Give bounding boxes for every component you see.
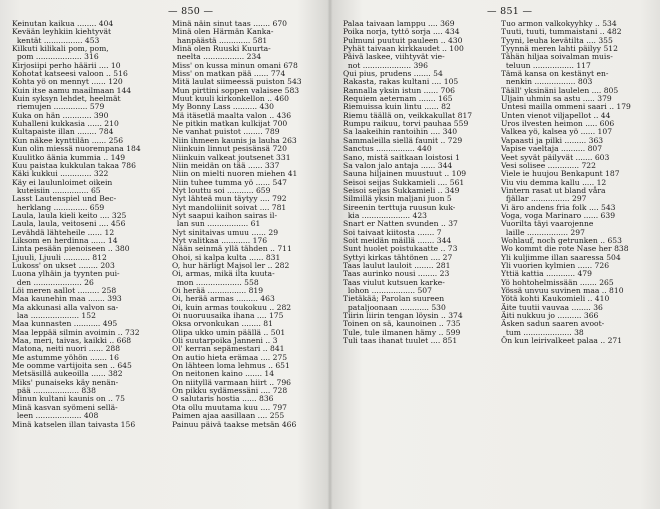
index-entry: Sano, mistä saitkaan loistosi 1 <box>343 152 460 162</box>
index-entry: Maa, meri, taivas, kaikki .. 668 <box>12 336 132 346</box>
index-entry: Soi taivaat kiitosta ....... 7 <box>343 227 442 237</box>
index-entry: Muut kuuli kirkonkellon .. 460 <box>172 94 289 104</box>
index-entry: Sireenin terttuja ruusun kuk- <box>343 202 456 212</box>
index-entry: Liksom en herdinna ...... 14 <box>12 235 118 245</box>
index-entry: Linta pesään pienoiseen .. 380 <box>12 244 130 254</box>
index-entry: Silmillä yksin maljani juon 5 <box>343 194 452 204</box>
index-entry: Maa kunnasten ........... 495 <box>12 319 118 329</box>
index-entry: Mitä laulat siimeessä puiston 543 <box>172 77 302 87</box>
index-entry: Vi äro andens fria folk .... 543 <box>501 202 616 212</box>
index-entry: Kuin itse aamu maailmaan 144 <box>12 85 132 95</box>
index-entry: O, hur härligt Majsol ler .. 282 <box>172 260 290 270</box>
index-entry: Oli suutarpoika Janneni .. 3 <box>172 336 278 346</box>
index-entry: leen ................... 408 <box>12 411 99 421</box>
index-entry: tum .................... 38 <box>501 327 584 337</box>
index-entry: pää ................... 838 <box>12 386 96 396</box>
index-entry: not .................... 396 <box>343 60 428 70</box>
index-entry: kentät ................ 453 <box>12 35 100 45</box>
index-entry: Valkea yö, kalsea yö ...... 107 <box>501 127 613 137</box>
index-entry: Kirjosiipi perho häärii .... 10 <box>12 60 121 70</box>
index-entry: Kuka on hän ............ 390 <box>12 110 109 120</box>
index-entry: Me oomme vartijoita sen .. 645 <box>12 361 132 371</box>
index-entry: Painuu päivä taakse metsän 466 <box>172 419 297 429</box>
index-entry: Vintern rasat ut bland våra <box>501 185 606 195</box>
index-entry: Viele ie huujou Benkapunt 187 <box>501 169 620 179</box>
index-entry: Rumpu raikuu, torvi pauhaa 559 <box>343 119 469 129</box>
index-entry: pataljoonaan ............ 530 <box>343 302 446 312</box>
index-entry: My Bonny Lass .......... 430 <box>172 102 274 112</box>
index-entry: Kuu paistaa kukkulan takaa 786 <box>12 160 136 170</box>
index-entry: Minä näin sinut taas ....... 670 <box>172 20 287 28</box>
index-entry: Kultapaiste illan ........ 784 <box>12 127 114 137</box>
index-entry: Ljuuli, Ljuuli ........... 812 <box>12 252 107 262</box>
index-entry: Yttiä kattia ............ 479 <box>501 269 592 279</box>
index-entry: Toinen on sä, kaunoinen .. 735 <box>343 319 461 329</box>
index-entry: Palaa taivaan lamppu .... 369 <box>343 20 455 28</box>
index-entry: Kohta yö on mennyt ...... 120 <box>12 77 123 87</box>
index-entry: Löi meren aallot ......... 258 <box>12 286 117 295</box>
index-entry: Sa laakeihin rantoihin .... 340 <box>343 127 458 137</box>
index-entry: Ne pitkin matkan kulkijat 700 <box>172 119 288 129</box>
index-entry: Tämä kansa on kestänyt en- <box>501 69 609 79</box>
index-entry: On niityllä varmaan hiirt .. 796 <box>172 377 292 387</box>
index-entry: Untesi mailla ommeni saari .. 179 <box>501 102 631 112</box>
index-entry: Mä itäsetlä maalta valon .. 436 <box>172 110 292 120</box>
index-entry: Maa kaunehin maa ....... 393 <box>12 294 122 304</box>
index-entry: Me astumme yöhön ....... 16 <box>12 352 119 362</box>
page-number-left: — 850 — <box>168 6 214 17</box>
index-entry: Sauna hiljainen muustuut .. 109 <box>343 169 467 179</box>
index-entry: Oi, armas, mikä ilta kuuta- <box>172 269 275 279</box>
index-entry: Lukoss' on ukset ........ 203 <box>12 260 115 270</box>
index-entry: Kuin syksyn lehdet, heelmät <box>12 94 121 104</box>
index-entry: Kilkuti kilikali pom, pom, <box>12 44 109 54</box>
index-entry: Oi, herää armas ......... 463 <box>172 294 275 304</box>
index-entry: Nään seinmä yllä tähden .. 711 <box>172 244 292 254</box>
index-entry: Vuorilta täyi vaarojenne <box>501 219 594 229</box>
index-entry: Lasst Lautenspiel und Bec- <box>12 194 117 204</box>
index-entry: Uljain uhmin sa astu ..... 379 <box>501 94 612 104</box>
index-entry: hanpäästä ............. 581 <box>172 35 268 45</box>
index-entry: Tuli taas ihanat tuulet .... 851 <box>343 336 458 346</box>
index-entry: riemujen .............. 579 <box>12 102 105 112</box>
index-entry: kuteisiin ............... 65 <box>12 185 101 195</box>
index-entry: Poika norja, tyttö sorja .... 434 <box>343 27 460 37</box>
index-entry: O salutaris hostia ...... 836 <box>172 394 274 404</box>
index-entry: Minä olen Ruuski Kuurta- <box>172 44 271 54</box>
index-entry: Miss' on kussa minun omani 678 <box>172 60 298 70</box>
index-entry: Seisoi seijas Sukkamieli .... 561 <box>343 177 465 187</box>
index-entry: Tähän hiljaa soivalman muis- <box>501 52 613 62</box>
index-entry: pom ................... 316 <box>12 52 99 62</box>
index-entry: laille ................. 297 <box>501 227 585 237</box>
index-entry: Oi nuoruusaika ihana .... 175 <box>172 311 284 321</box>
index-entry: On neitonen kaino ....... 14 <box>172 369 275 379</box>
index-entry: Luona ylhäin ja tyynten pui- <box>12 269 120 279</box>
index-entry: kia .................... 423 <box>343 210 427 220</box>
index-entry: Miks' punaiseks käy nenän- <box>12 377 119 387</box>
index-entry: Nyt valitkaa ............ 176 <box>172 235 268 245</box>
index-entry: Tule, tule ilmanen hämy .. 599 <box>343 327 461 337</box>
index-entry: den .................... 26 <box>12 277 94 287</box>
index-entry: Taas viulut kutsuen karke- <box>343 277 445 287</box>
index-entry: On pikku sydämessäni .... 728 <box>172 386 288 396</box>
index-entry: Laula, laula kieli keito .... 325 <box>12 210 127 220</box>
index-entry: Maa leppää silmin avoimin .. 732 <box>12 327 140 337</box>
index-entry: Oksa orvonkukan ........ 81 <box>172 319 273 329</box>
index-entry: Kun näkee kynttilän ...... 256 <box>12 135 124 145</box>
index-entry: Rakasta, rakas kultani .... 105 <box>343 77 459 87</box>
index-entry: Ne vanhat puistot ........ 789 <box>172 127 280 137</box>
index-entry: Käy ei laulunloimet oikein <box>12 177 113 187</box>
index-entry: Yli kuljimme illan saaressa 504 <box>501 252 621 262</box>
index-entry: Tiirin liirin tengan löysin .. 374 <box>343 311 463 321</box>
index-entry: Ön kun leirivalkeet palaa .. 271 <box>501 336 623 346</box>
index-entry: Niin meidän on tää ...... 337 <box>172 160 280 170</box>
index-entry: Qui pius, prudens ....... 54 <box>343 69 443 79</box>
index-entry: Keinutan kaikua ........ 404 <box>12 20 114 28</box>
index-column-1 <box>12 20 164 429</box>
index-entry: Yö hohtohelmissään ....... 265 <box>501 277 614 287</box>
index-entry: laa .................... 152 <box>12 311 96 321</box>
index-entry: Minun kultani kaunis on .. 75 <box>12 394 125 404</box>
index-entry: Tuuti, tuuti, tummaistani .. 482 <box>501 27 622 37</box>
index-entry: Kuulitko äänia kummia .. 149 <box>12 152 126 162</box>
index-entry: Metsäsillä aukeoilla ...... 382 <box>12 369 123 379</box>
index-entry: Sammaleilla siellä faunit .. 729 <box>343 135 463 145</box>
index-entry: Ohoi, si kalpa kulta ...... 831 <box>172 252 281 262</box>
index-entry: Uros ilvesten heimon ..... 606 <box>501 119 615 129</box>
index-entry: Nyt louttu soi ........... 659 <box>172 185 271 195</box>
index-entry: Niin ihmeen kaunis ja lauha 263 <box>172 135 297 145</box>
index-entry: Nyt lähteä mun täytyy .... 792 <box>172 194 287 204</box>
index-entry: Oi herää ................ 819 <box>172 286 264 295</box>
index-entry: Nyt mandoliinit soivat .... 781 <box>172 202 287 212</box>
index-entry: Vapaasti ja pilki ......... 363 <box>501 135 604 145</box>
index-entry: Tyynnä meren lahti päilyy 512 <box>501 44 618 54</box>
index-entry: Tyyni, leuha kevätilta .... 355 <box>501 35 613 45</box>
index-entry: Wo kommt die rote Nase her 838 <box>501 244 629 254</box>
index-entry: Niinkuin valkeat joutsenet 331 <box>172 152 291 162</box>
index-entry: Minä kasvan syömeni sellä- <box>12 402 118 412</box>
index-entry: Tuo armon valkokyyhky .. 534 <box>501 20 617 28</box>
index-entry: Soit meidän mäillä ....... 344 <box>343 235 452 245</box>
index-entry: Yötä kohti Kaukomieli .. 410 <box>501 294 610 304</box>
index-entry: Voga, voga Marinaro ...... 639 <box>501 210 616 220</box>
index-entry: Pyhät taivaan kirkkaudet .. 100 <box>343 44 464 54</box>
index-entry: Miss' on matkan pää ...... 774 <box>172 69 286 79</box>
index-entry: Ota ollu muutama kuu .... 797 <box>172 402 288 412</box>
index-entry: Oi, kuin armas toukokuu .. 282 <box>172 302 292 312</box>
index-entry: Vesi solisee ............. 722 <box>501 160 596 170</box>
index-entry: Niin on mielti nuoren miehen 41 <box>172 169 298 179</box>
index-entry: Taas aurinko nousi ........ 23 <box>343 269 450 279</box>
index-entry: Syttyi kirkas tähtönen .... 27 <box>343 252 453 262</box>
index-entry: Seisoi seijas Sukkamieli .. 349 <box>343 185 460 195</box>
index-entry: Nyt sinitaivas umuu ...... 29 <box>172 227 279 237</box>
index-entry: teluun ................. 117 <box>501 60 591 70</box>
index-entry: Taas laulut lauloit ........ 281 <box>343 260 451 270</box>
index-entry: Kun olin miessä nuorempana 184 <box>12 144 141 154</box>
index-entry: Ol' kerran sepämestari .. 841 <box>172 344 285 354</box>
index-entry: lan sun ................. 61 <box>172 219 261 229</box>
index-entry: Äite tuutii vauvaa ........ 36 <box>501 302 603 312</box>
index-column-4 <box>501 20 653 345</box>
index-entry: Pulmuni puutuit pauleen .. 430 <box>343 35 463 45</box>
index-entry: Riemuissa kuin lintu ...... 82 <box>343 102 451 112</box>
index-entry: Sanctus ................ 440 <box>343 144 432 154</box>
index-entry: Äiti nukkuu jo .......... 366 <box>501 311 599 321</box>
index-entry: Tääll' yksinäni laulelen .... 805 <box>501 85 619 95</box>
index-entry: Sunt huolet poistukaatte .. 73 <box>343 244 458 254</box>
index-entry: herklang .............. 659 <box>12 202 105 212</box>
index-entry: On lähteen loma lehmus .. 651 <box>172 361 290 371</box>
index-entry: Niin tuhee tumma yö ...... 547 <box>172 177 287 187</box>
index-entry: nenkin ................. 803 <box>501 77 593 87</box>
index-entry: Yössä unvuu suvinen maa .. 810 <box>501 286 624 295</box>
index-entry: Minä olen Härmän Kanka- <box>172 27 274 37</box>
index-entry: Mun pirttini soppen valaisee 583 <box>172 85 300 95</box>
index-entry: Kevään leyhkiin kiehtyvät <box>12 27 112 37</box>
index-entry: Vapise vaeltaja .......... 807 <box>501 144 603 154</box>
index-entry: Wohlauf, noch getrunken .. 653 <box>501 235 622 245</box>
index-entry: Tietäkää; Parolan suureen <box>343 294 445 304</box>
index-entry: Kuhalleni kukkasia ...... 210 <box>12 119 119 129</box>
index-entry: Niinkuin linnut pesisänsä 720 <box>172 144 287 154</box>
index-entry: lohon .................. 507 <box>343 286 432 295</box>
index-column-2 <box>172 20 322 429</box>
index-entry: Ma akkunasi alla valvon sa- <box>12 302 119 312</box>
page-number-right: — 851 — <box>487 6 533 17</box>
index-entry: Paimen ajaa aasillaan .... 255 <box>172 411 285 421</box>
index-entry: Sa valon jalo antaja ...... 344 <box>343 160 453 170</box>
index-entry: neelta ................. 234 <box>172 52 262 62</box>
index-entry: On autio hieta erämaa .... 275 <box>172 352 288 362</box>
index-entry: Päivä laskee, viihtyvät vie- <box>343 52 445 62</box>
index-entry: mon ................... 558 <box>172 277 259 287</box>
index-entry: Veet syvät päilyvät ....... 603 <box>501 152 610 162</box>
index-entry: Olipa ukko umin päällä .. 501 <box>172 327 286 337</box>
index-entry: Matona, neiti nuori ...... 288 <box>12 344 121 354</box>
index-entry: Kohotat katseesi valoon .. 516 <box>12 69 128 79</box>
index-entry: Viu viu demma kallu ..... 12 <box>501 177 607 187</box>
index-entry: fjällar ................ 297 <box>501 194 587 204</box>
index-entry: Laula, laula, veitoseni .... 456 <box>12 219 126 229</box>
index-entry: Minä katselen illan taivasta 156 <box>12 419 136 429</box>
index-entry: Yli vuorien kylmien ...... 726 <box>501 260 610 270</box>
index-column-3 <box>343 20 493 345</box>
index-entry: Requiem aeternam ....... 165 <box>343 94 453 104</box>
index-entry: Snart er Natten svunden .. 37 <box>343 219 458 229</box>
index-entry: Käki kukkui ............. 322 <box>12 169 109 179</box>
index-entry: Äsken sadun saaren avoot- <box>501 319 605 329</box>
index-entry: Riemu täällä on, veikkakullat 817 <box>343 110 473 120</box>
index-entry: Nyt saapui kaihon sairas il- <box>172 210 278 220</box>
index-entry: Unten vienot viljapellot .. 44 <box>501 110 611 120</box>
index-entry: Rannalla yksin istun ...... 706 <box>343 85 456 95</box>
index-entry: Levähdä lähteheile ...... 12 <box>12 227 115 237</box>
